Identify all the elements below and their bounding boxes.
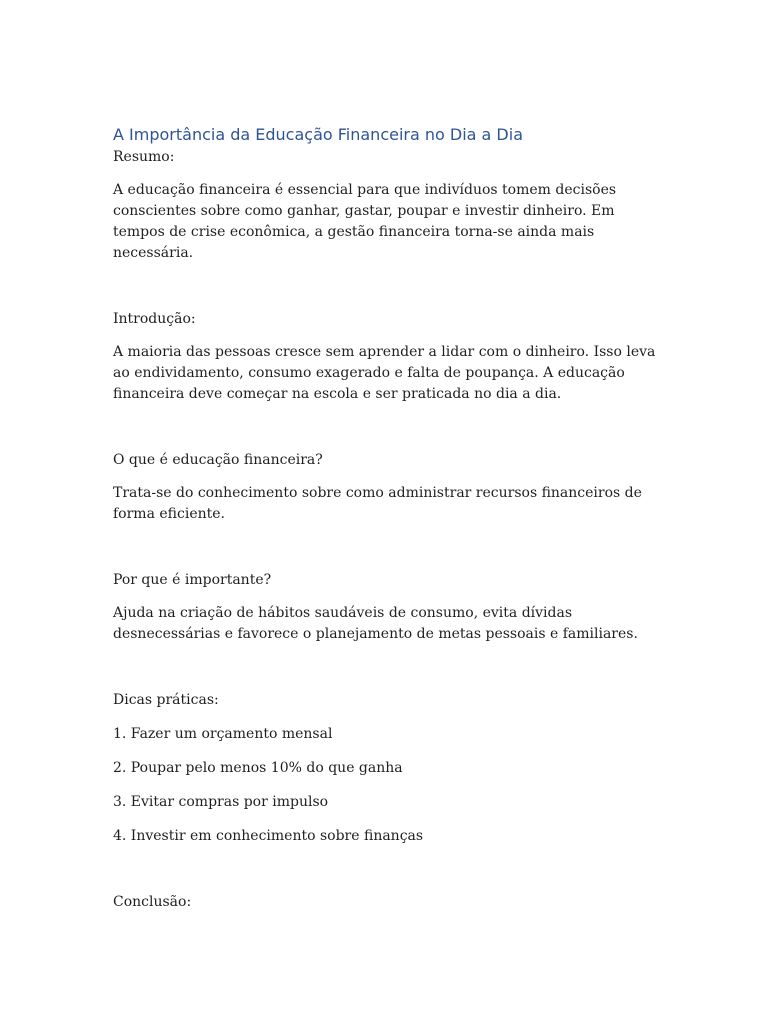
section-label-resumo: Resumo:	[113, 149, 175, 165]
section-label-por-que: Por que é importante?	[113, 572, 272, 588]
section-text-introducao: A maioria das pessoas cresce sem aprender a lidar com o dinheiro. Isso leva ao endividamento, consumo exagerado e falta de poupança. A educação financeira deve começar na escola e ser praticada no dia a dia.	[113, 344, 656, 402]
section-label-dicas: Dicas práticas:	[113, 692, 219, 708]
section-label-o-que-e: O que é educação financeira?	[113, 452, 323, 468]
section-text-por-que: Ajuda na criação de hábitos saudáveis de consumo, evita dívidas desnecessárias e favorece o planejamento de metas pessoais e familiares.	[113, 605, 638, 642]
list-item: 4. Investir em conhecimento sobre finanças	[113, 828, 424, 844]
section-text-resumo: A educação financeira é essencial para que indivíduos tomem decisões conscientes sobre como ganhar, gastar, poupar e investir dinheiro. Em tempos de crise econômica, a gestão financeira torna-se ainda mais necessária.	[113, 182, 617, 261]
section-label-introducao: Introdução:	[113, 311, 196, 327]
list-item: 3. Evitar compras por impulso	[113, 794, 329, 810]
document-body	[113, 123, 658, 913]
document-title: A Importância da Educação Financeira no Dia a Dia	[113, 125, 523, 144]
list-item: 1. Fazer um orçamento mensal	[113, 726, 333, 742]
list-item: 2. Poupar pelo menos 10% do que ganha	[113, 760, 403, 776]
section-text-o-que-e: Trata-se do conhecimento sobre como administrar recursos financeiros de forma eficiente.	[113, 485, 642, 522]
section-label-conclusao: Conclusão:	[113, 894, 192, 910]
